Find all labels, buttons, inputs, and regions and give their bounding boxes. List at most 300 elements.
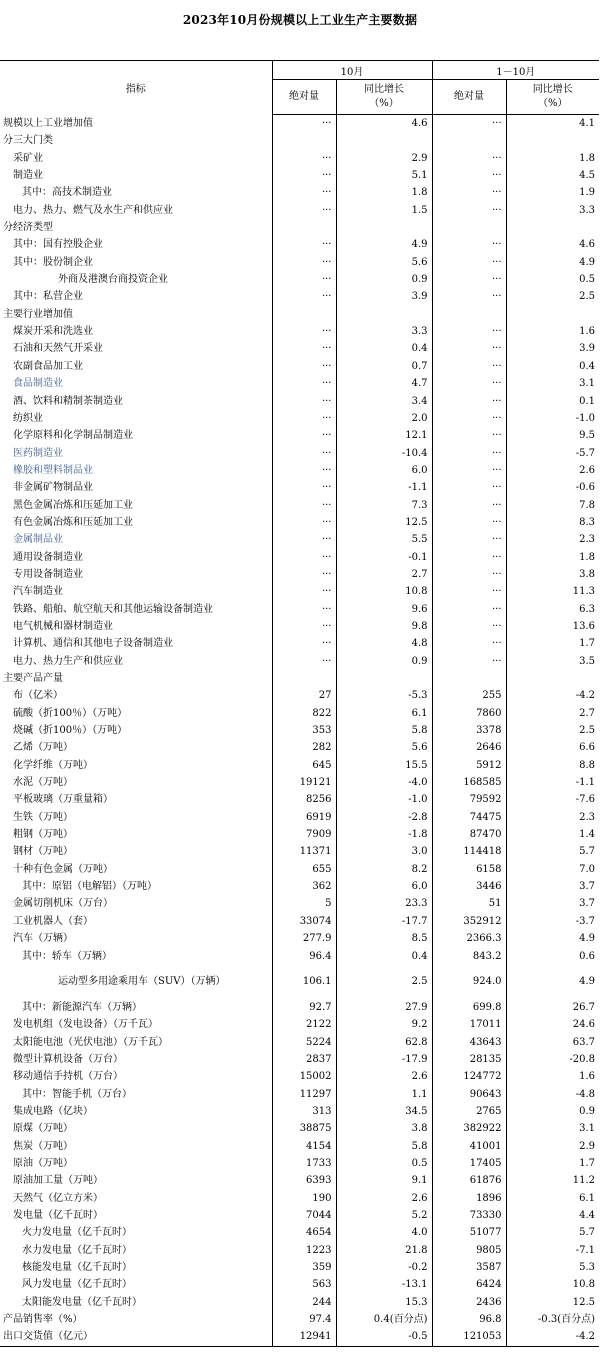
table-row (0, 1190, 599, 1207)
row-label (0, 999, 272, 1016)
table-row (0, 479, 599, 496)
row-label-text[interactable]: 医药制造业 (13, 447, 63, 459)
month-abs-cell: 11371 (272, 843, 336, 860)
month-abs-cell: 244 (272, 1294, 336, 1311)
month-yoy-cell: 21.8 (336, 1242, 432, 1259)
month-yoy-cell: 5.8 (336, 1138, 432, 1155)
row-label (0, 1294, 272, 1311)
month-abs-cell: 92.7 (272, 999, 336, 1016)
month-yoy-cell: 7.3 (336, 497, 432, 514)
table-row (0, 670, 599, 687)
month-abs-cell: 5224 (272, 1034, 336, 1051)
ytd-yoy-cell: 10.8 (572, 1279, 596, 1291)
month-abs-cell: 4154 (272, 1138, 336, 1155)
ytd-yoy-cell: 1.4 (579, 829, 596, 841)
ytd-yoy-cell: 2.5 (579, 291, 596, 303)
row-label-text: 平板玻璃（万重量箱） (13, 794, 113, 806)
month-abs-cell: ··· (272, 323, 336, 340)
ytd-yoy-cell: 4.6 (579, 239, 596, 251)
month-abs-cell: ··· (272, 427, 336, 444)
row-label (0, 722, 272, 739)
ytd-abs-cell: ··· (432, 115, 506, 133)
month-abs-cell: 645 (272, 757, 336, 774)
row-label-text: 电气机械和器材制造业 (13, 620, 113, 632)
row-label-text: 其中：国有控股企业 (13, 239, 103, 251)
table-row (0, 1155, 599, 1172)
row-label (0, 1242, 272, 1259)
row-label-text: 农副食品加工业 (13, 360, 83, 372)
month-abs-cell: ··· (272, 549, 336, 566)
table-row (0, 739, 599, 756)
row-label-text: 主要产品产量 (3, 673, 63, 684)
month-yoy-cell (336, 670, 432, 687)
row-label-text: 集成电路（亿块） (13, 1105, 93, 1117)
month-abs-cell: 190 (272, 1190, 336, 1207)
month-yoy-cell: 15.5 (336, 757, 432, 774)
row-label-text: 酒、饮料和精制茶制造业 (13, 395, 123, 407)
month-abs-cell: 1733 (272, 1155, 336, 1172)
ytd-yoy-cell: 3.9 (579, 343, 596, 355)
month-yoy-cell: 3.3 (336, 323, 432, 340)
ytd-abs-cell: 352912 (432, 913, 506, 930)
month-abs-cell: ··· (272, 254, 336, 271)
table-row (0, 531, 599, 548)
table-row (0, 132, 599, 149)
ytd-yoy-cell: 3.1 (579, 1123, 596, 1135)
month-yoy-cell: -13.1 (336, 1276, 432, 1293)
month-abs-cell: ··· (272, 566, 336, 583)
month-yoy-cell: -17.9 (336, 1051, 432, 1068)
table-row (0, 809, 599, 826)
ytd-yoy-cell (506, 670, 599, 687)
table-row (0, 1328, 599, 1346)
table-row (0, 1138, 599, 1155)
row-label (0, 150, 272, 167)
month-abs-cell: ··· (272, 358, 336, 375)
month-yoy-cell: -10.4 (336, 445, 432, 462)
row-label-text: 移动通信手持机（万台） (13, 1071, 123, 1083)
month-abs-cell: ··· (272, 497, 336, 514)
ytd-abs-cell: 2765 (432, 1103, 506, 1120)
row-label-text: 太阳能发电量（亿千瓦时） (22, 1296, 142, 1308)
month-abs-cell: ··· (272, 202, 336, 219)
month-abs-cell: 4654 (272, 1224, 336, 1241)
row-label-text: 水泥（万吨） (13, 777, 73, 789)
row-label-text: 硫酸（折100％）（万吨） (13, 707, 128, 719)
ytd-yoy-cell: 4.5 (579, 170, 596, 182)
ytd-abs-cell: 121053 (432, 1328, 506, 1346)
month-yoy-cell: -1.0 (336, 791, 432, 808)
table-row (0, 462, 599, 479)
month-yoy-cell: 4.8 (336, 635, 432, 652)
table-row (0, 410, 599, 427)
row-label (0, 202, 272, 219)
month-yoy-cell: 9.1 (336, 1172, 432, 1189)
month-yoy-cell (336, 132, 432, 149)
row-label-text: 十种有色金属（万吨） (13, 863, 113, 875)
ytd-abs-cell: 124772 (432, 1068, 506, 1085)
ytd-yoy-cell: 8.8 (579, 759, 596, 771)
ytd-yoy-cell: 3.1 (579, 378, 596, 390)
month-abs-cell: ··· (272, 601, 336, 618)
table-row (0, 514, 599, 531)
row-label-text: 金属切削机床（万台） (13, 898, 113, 910)
row-label-text: 主要行业增加值 (3, 308, 73, 320)
month-abs-cell: 19121 (272, 774, 336, 791)
ytd-yoy-cell: 3.7 (579, 898, 596, 910)
month-yoy-cell: 5.8 (336, 722, 432, 739)
ytd-abs-cell: 2646 (432, 739, 506, 756)
table-row (0, 948, 599, 965)
table-row (0, 583, 599, 600)
row-label (0, 219, 272, 236)
row-label (0, 895, 272, 912)
ytd-abs-cell: 6158 (432, 861, 506, 878)
ytd-abs-cell: 3446 (432, 878, 506, 895)
ytd-abs-cell: ··· (432, 150, 506, 167)
month-abs-cell: 38875 (272, 1120, 336, 1137)
month-abs-cell: ··· (272, 410, 336, 427)
row-label-text: 铁路、船舶、航空航天和其他运输设备制造业 (13, 603, 213, 615)
ytd-abs-cell: 255 (432, 687, 506, 704)
ytd-abs-cell: 51 (432, 895, 506, 912)
month-abs-cell: 277.9 (272, 930, 336, 947)
ytd-yoy-cell: 11.2 (572, 1175, 596, 1187)
table-row (0, 1224, 599, 1241)
row-label-text: 分经济类型 (3, 222, 53, 234)
row-label (0, 427, 272, 444)
table-row (0, 340, 599, 357)
row-label-text: 制造业 (13, 170, 43, 182)
row-label (0, 791, 272, 808)
table-row (0, 184, 599, 201)
ytd-abs-cell: 73330 (432, 1207, 506, 1224)
ytd-yoy-cell (506, 132, 599, 149)
month-abs-cell: 5 (272, 895, 336, 912)
month-abs-cell: ··· (272, 514, 336, 531)
row-label (0, 323, 272, 340)
row-label-text: 规模以上工业增加值 (3, 117, 93, 129)
month-yoy-cell: -5.3 (336, 687, 432, 704)
row-label-text: 汽车制造业 (13, 586, 63, 598)
month-yoy-cell: 2.7 (336, 566, 432, 583)
table-row (0, 219, 599, 236)
month-yoy-cell: 62.8 (336, 1034, 432, 1051)
row-label-text: 原油加工量（万吨） (13, 1175, 103, 1187)
row-label-text: 原油（万吨） (13, 1157, 73, 1169)
row-label-text: 其中：原铝（电解铝）（万吨） (22, 881, 157, 893)
month-abs-cell: 27 (272, 687, 336, 704)
row-label-text: 分三大门类 (3, 135, 53, 147)
row-label (0, 184, 272, 201)
ytd-abs-cell: 6424 (432, 1276, 506, 1293)
ytd-yoy-cell: 2.3 (579, 534, 596, 546)
row-label (0, 132, 272, 149)
month-yoy-cell: 1.5 (336, 202, 432, 219)
row-label (0, 1068, 272, 1085)
ytd-yoy-cell: -20.8 (569, 1053, 596, 1065)
ytd-yoy-cell: 0.5 (579, 274, 596, 286)
table-row (0, 1086, 599, 1103)
row-label-text: 外商及港澳台商投资企业 (58, 274, 168, 286)
month-abs-cell: ··· (272, 115, 336, 133)
ytd-yoy-cell: -3.7 (575, 915, 596, 927)
ytd-abs-cell: 2436 (432, 1294, 506, 1311)
row-label (0, 705, 272, 722)
table-row (0, 393, 599, 410)
ytd-abs-cell: ··· (432, 427, 506, 444)
month-yoy-cell: 2.9 (336, 150, 432, 167)
ytd-yoy-cell: 12.5 (572, 1296, 596, 1308)
row-label-text: 烧碱（折100％）（万吨） (13, 725, 128, 737)
ytd-abs-cell (432, 306, 506, 323)
month-abs-cell: ··· (272, 375, 336, 392)
ytd-yoy-cell: 0.9 (579, 1105, 596, 1117)
month-abs-cell: ··· (272, 618, 336, 635)
month-abs-cell: 1223 (272, 1242, 336, 1259)
row-label-text[interactable]: 金属制品业 (13, 534, 63, 546)
month-yoy-cell: 0.4(百分点) (336, 1311, 432, 1328)
row-label (0, 1328, 272, 1346)
table-header (0, 61, 599, 115)
ytd-yoy-cell: -0.3(百分点) (537, 1314, 596, 1326)
table-row (0, 757, 599, 774)
month-abs-cell: ··· (272, 236, 336, 253)
month-abs-cell: 6393 (272, 1172, 336, 1189)
row-label-text: 布（亿米） (13, 690, 63, 702)
month-yoy-cell: 5.6 (336, 254, 432, 271)
month-yoy-cell: 23.3 (336, 895, 432, 912)
month-abs-cell: 106.1 (272, 965, 336, 999)
month-yoy-cell: 9.8 (336, 618, 432, 635)
ytd-abs-cell: ··· (432, 514, 506, 531)
month-abs-cell: 15002 (272, 1068, 336, 1085)
row-label-text: 风力发电量（亿千瓦时） (22, 1279, 132, 1291)
month-yoy-cell: 6.0 (336, 462, 432, 479)
month-abs-cell: 2122 (272, 1016, 336, 1033)
table-row (0, 1051, 599, 1068)
table-row (0, 236, 599, 253)
table-row (0, 1172, 599, 1189)
month-yoy-cell: -0.5 (336, 1328, 432, 1346)
month-abs-cell: 362 (272, 878, 336, 895)
month-abs-cell: 563 (272, 1276, 336, 1293)
row-label (0, 1086, 272, 1103)
ytd-abs-cell: ··· (432, 497, 506, 514)
month-yoy-cell: -0.1 (336, 549, 432, 566)
row-label (0, 1190, 272, 1207)
row-label (0, 375, 272, 392)
row-label (0, 115, 272, 133)
row-label (0, 843, 272, 860)
month-abs-cell: 96.4 (272, 948, 336, 965)
ytd-yoy-cell: 11.3 (572, 586, 596, 598)
ytd-yoy-cell: 4.4 (579, 1209, 596, 1221)
month-yoy-cell: 15.3 (336, 1294, 432, 1311)
row-label (0, 913, 272, 930)
ytd-abs-cell: 5912 (432, 757, 506, 774)
month-abs-cell: 822 (272, 705, 336, 722)
header-month-group: 10月 (272, 61, 432, 80)
row-label-text: 发电量（亿千瓦时） (13, 1209, 103, 1221)
month-yoy-cell: 9.6 (336, 601, 432, 618)
month-yoy-cell: 10.8 (336, 583, 432, 600)
month-yoy-cell: 1.1 (336, 1086, 432, 1103)
ytd-yoy-cell: 63.7 (572, 1036, 596, 1048)
ytd-abs-cell: 843.2 (432, 948, 506, 965)
month-yoy-cell: 4.6 (336, 115, 432, 133)
month-yoy-cell: 0.5 (336, 1155, 432, 1172)
row-label (0, 462, 272, 479)
ytd-yoy-cell: -1.1 (575, 777, 596, 789)
table-row (0, 202, 599, 219)
month-abs-cell: ··· (272, 271, 336, 288)
table-row (0, 1242, 599, 1259)
row-label (0, 1311, 272, 1328)
row-label (0, 670, 272, 687)
ytd-abs-cell: ··· (432, 375, 506, 392)
row-label (0, 1172, 272, 1189)
row-label (0, 531, 272, 548)
row-label-text: 纺织业 (13, 412, 43, 424)
row-label-text: 石油和天然气开采业 (13, 343, 103, 355)
ytd-yoy-cell: 1.6 (579, 1071, 596, 1083)
ytd-abs-cell: ··· (432, 393, 506, 410)
ytd-yoy-cell: 2.3 (579, 811, 596, 823)
month-yoy-cell (336, 219, 432, 236)
table-row (0, 115, 599, 133)
month-abs-cell: 7044 (272, 1207, 336, 1224)
month-abs-cell: ··· (272, 635, 336, 652)
row-label-text: 粗钢（万吨） (13, 829, 73, 841)
month-yoy-cell: -4.0 (336, 774, 432, 791)
row-label (0, 497, 272, 514)
row-label-text: 采矿业 (13, 152, 43, 164)
month-yoy-cell: 4.0 (336, 1224, 432, 1241)
month-abs-cell: ··· (272, 583, 336, 600)
ytd-yoy-cell: 2.9 (579, 1140, 596, 1152)
month-abs-cell (272, 132, 336, 149)
ytd-yoy-cell: 5.7 (579, 1227, 596, 1239)
row-label (0, 167, 272, 184)
row-label-text: 钢材（万吨） (13, 846, 73, 858)
row-label (0, 1138, 272, 1155)
ytd-yoy-cell: 4.9 (579, 933, 596, 945)
row-label (0, 254, 272, 271)
ytd-yoy-cell: 1.8 (579, 152, 596, 164)
ytd-abs-cell: ··· (432, 323, 506, 340)
ytd-abs-cell: ··· (432, 479, 506, 496)
row-label-text: 太阳能电池（光伏电池）（万千瓦） (13, 1036, 168, 1048)
table-row (0, 1276, 599, 1293)
ytd-abs-cell: 74475 (432, 809, 506, 826)
row-label (0, 1034, 272, 1051)
ytd-abs-cell: ··· (432, 358, 506, 375)
month-yoy-cell: 5.1 (336, 167, 432, 184)
row-label-text: 原煤（万吨） (13, 1123, 73, 1135)
ytd-abs-cell: 1896 (432, 1190, 506, 1207)
row-label (0, 1207, 272, 1224)
header-ytd-yoy (506, 80, 599, 115)
month-yoy-cell: -1.1 (336, 479, 432, 496)
ytd-yoy-cell: 1.7 (579, 638, 596, 650)
ytd-abs-cell: 79592 (432, 791, 506, 808)
ytd-yoy-cell: 5.7 (579, 846, 596, 858)
row-label (0, 687, 272, 704)
ytd-yoy-cell: 3.5 (579, 655, 596, 667)
ytd-yoy-cell: 6.6 (579, 742, 596, 754)
row-label-text: 黑色金属冶炼和压延加工业 (13, 499, 133, 511)
ytd-yoy-cell: 2.7 (579, 707, 596, 719)
row-label (0, 809, 272, 826)
table-row (0, 878, 599, 895)
table-row (0, 1294, 599, 1311)
row-label (0, 1120, 272, 1137)
row-label-text: 非金属矿物制品业 (13, 482, 93, 494)
header-ytd-abs: 绝对量 (432, 80, 506, 115)
row-label-text: 乙烯（万吨） (13, 742, 73, 754)
row-label (0, 739, 272, 756)
table-row (0, 635, 599, 652)
month-abs-cell: ··· (272, 462, 336, 479)
ytd-abs-cell: ··· (432, 549, 506, 566)
table-row (0, 1311, 599, 1328)
month-yoy-cell: 6.1 (336, 705, 432, 722)
month-yoy-cell: 6.0 (336, 878, 432, 895)
row-label-text: 水力发电量（亿千瓦时） (22, 1244, 132, 1256)
ytd-abs-cell: ··· (432, 167, 506, 184)
ytd-abs-cell: 43643 (432, 1034, 506, 1051)
table-row (0, 843, 599, 860)
header-yoy-line2: （%） (538, 98, 568, 109)
month-yoy-cell: 2.6 (336, 1190, 432, 1207)
table-row (0, 375, 599, 392)
row-label-text[interactable]: 食品制造业 (13, 378, 63, 390)
month-yoy-cell: 3.8 (336, 1120, 432, 1137)
table-row (0, 323, 599, 340)
row-label (0, 826, 272, 843)
month-abs-cell: ··· (272, 167, 336, 184)
row-label-text: 汽车（万辆） (13, 933, 73, 945)
row-label-text: 专用设备制造业 (13, 568, 83, 580)
month-yoy-cell: 34.5 (336, 1103, 432, 1120)
ytd-abs-cell: ··· (432, 653, 506, 670)
row-label (0, 930, 272, 947)
table-row (0, 999, 599, 1016)
month-yoy-cell: 12.1 (336, 427, 432, 444)
row-label-text: 煤炭开采和洗选业 (13, 326, 93, 338)
row-label-text[interactable]: 橡胶和塑料制品业 (13, 464, 93, 476)
row-label-text: 天然气（亿立方米） (13, 1192, 103, 1204)
table-row (0, 1068, 599, 1085)
ytd-yoy-cell: -4.2 (575, 690, 596, 702)
ytd-abs-cell: ··· (432, 601, 506, 618)
row-label-text: 运动型多用途乘用车（SUV）（万辆） (58, 976, 226, 988)
ytd-yoy-cell: 7.0 (579, 863, 596, 875)
month-yoy-cell: 2.0 (336, 410, 432, 427)
month-yoy-cell: 0.4 (336, 340, 432, 357)
ytd-yoy-cell: 0.1 (579, 395, 596, 407)
month-yoy-cell: 0.7 (336, 358, 432, 375)
month-yoy-cell: 3.9 (336, 288, 432, 305)
table-row (0, 1207, 599, 1224)
month-yoy-cell: 5.6 (336, 739, 432, 756)
row-label (0, 1155, 272, 1172)
ytd-yoy-cell: 6.1 (579, 1192, 596, 1204)
ytd-abs-cell (432, 670, 506, 687)
ytd-abs-cell: ··· (432, 531, 506, 548)
month-yoy-cell: -2.8 (336, 809, 432, 826)
